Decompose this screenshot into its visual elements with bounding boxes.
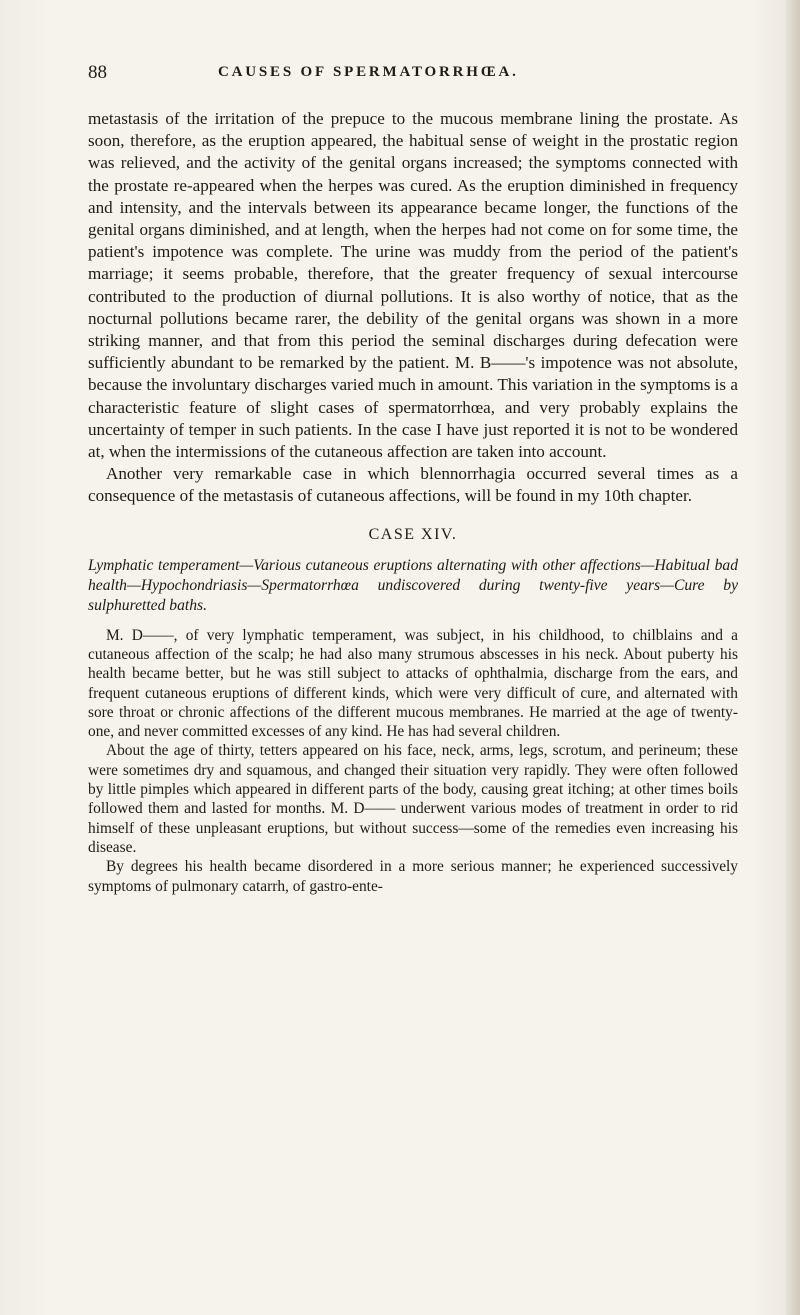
page-number: 88: [88, 62, 107, 83]
paragraph-4: About the age of thirty, tetters appeared on his face, neck, arms, legs, scrotum, and perineum; these were sometimes dry and squamous, and changed their situation very rapidly. They were often followed by little pimples which appeared in different parts of the body, causing great itching; at other times boils followed them and lasted for months. M. D—— underwent various modes of treatment in order to rid himself of these unpleasant eruptions, but without success—some of the remedies even increasing his disease.: [88, 742, 738, 856]
paragraph-1: metastasis of the irritation of the prepuce to the mucous membrane lining the prostate. As soon, therefore, as the eruption appeared, the habitual sense of weight in the prostatic region was relieved, and the activity of the genital organs increased; the symptoms connected with the prostate re-appeared when the herpes was cured. As the eruption diminished in frequency and intensity, and the intervals between its appearance became longer, the functions of the genital organs diminished, and at length, when the herpes had not come on for some time, the patient's impotence was complete. The urine was muddy from the period of the patient's marriage; it seems probable, therefore, that the greater frequency of sexual intercourse contributed to the production of diurnal pollutions. It is also worthy of notice, that as the nocturnal pollutions became rarer, the debility of the genital organs was shown in a more striking manner, and that from this period the seminal discharges during defecation were sufficiently abundant to be remarked by the patient. M. B——'s impotence was not absolute, because the involuntary discharges varied much in amount. This variation in the symptoms is a characteristic feature of slight cases of spermatorrhœa, and very probably explains the uncertainty of temper in such patients. In the case I have just reported it is not to be wondered at, when the intermissions of the cutaneous affection are taken into account.: [88, 109, 738, 462]
paragraph-3: M. D——, of very lymphatic temperament, was subject, in his childhood, to chilblains and a cutaneous affection of the scalp; he had also many strumous abscesses in his neck. About puberty his health became better, but he was still subject to attacks of ophthalmia, discharge from the ears, and frequent cutaneous eruptions of different kinds, which were very difficult of cure, and alternated with sore throat or chronic affections of the different mucous membranes. He married at the age of twenty-one, and never committed excesses of any kind. He has had several children.: [88, 626, 738, 741]
page-header: [88, 62, 738, 86]
running-title: CAUSES OF SPERMATORRHŒA.: [218, 64, 519, 80]
page-edge: [786, 0, 800, 1315]
paragraph-2: Another very remarkable case in which blennorrhagia occurred several times as a consequence of the metastasis of cutaneous affections, will be found in my 10th chapter.: [88, 464, 738, 506]
page-body: [88, 108, 738, 896]
paragraph-5: By degrees his health became disordered in a more serious manner; he experienced successively symptoms of pulmonary catarrh, of gastro-ente-: [88, 858, 738, 895]
case-subtitle: Lymphatic temperament—Various cutaneous eruptions alternating with other affections—Habitual bad health—Hypochondriasis—Spermatorrhœa undiscovered during twenty-five years—Cure by sulphuretted baths.: [88, 556, 738, 614]
case-heading: CASE XIV.: [368, 525, 458, 543]
